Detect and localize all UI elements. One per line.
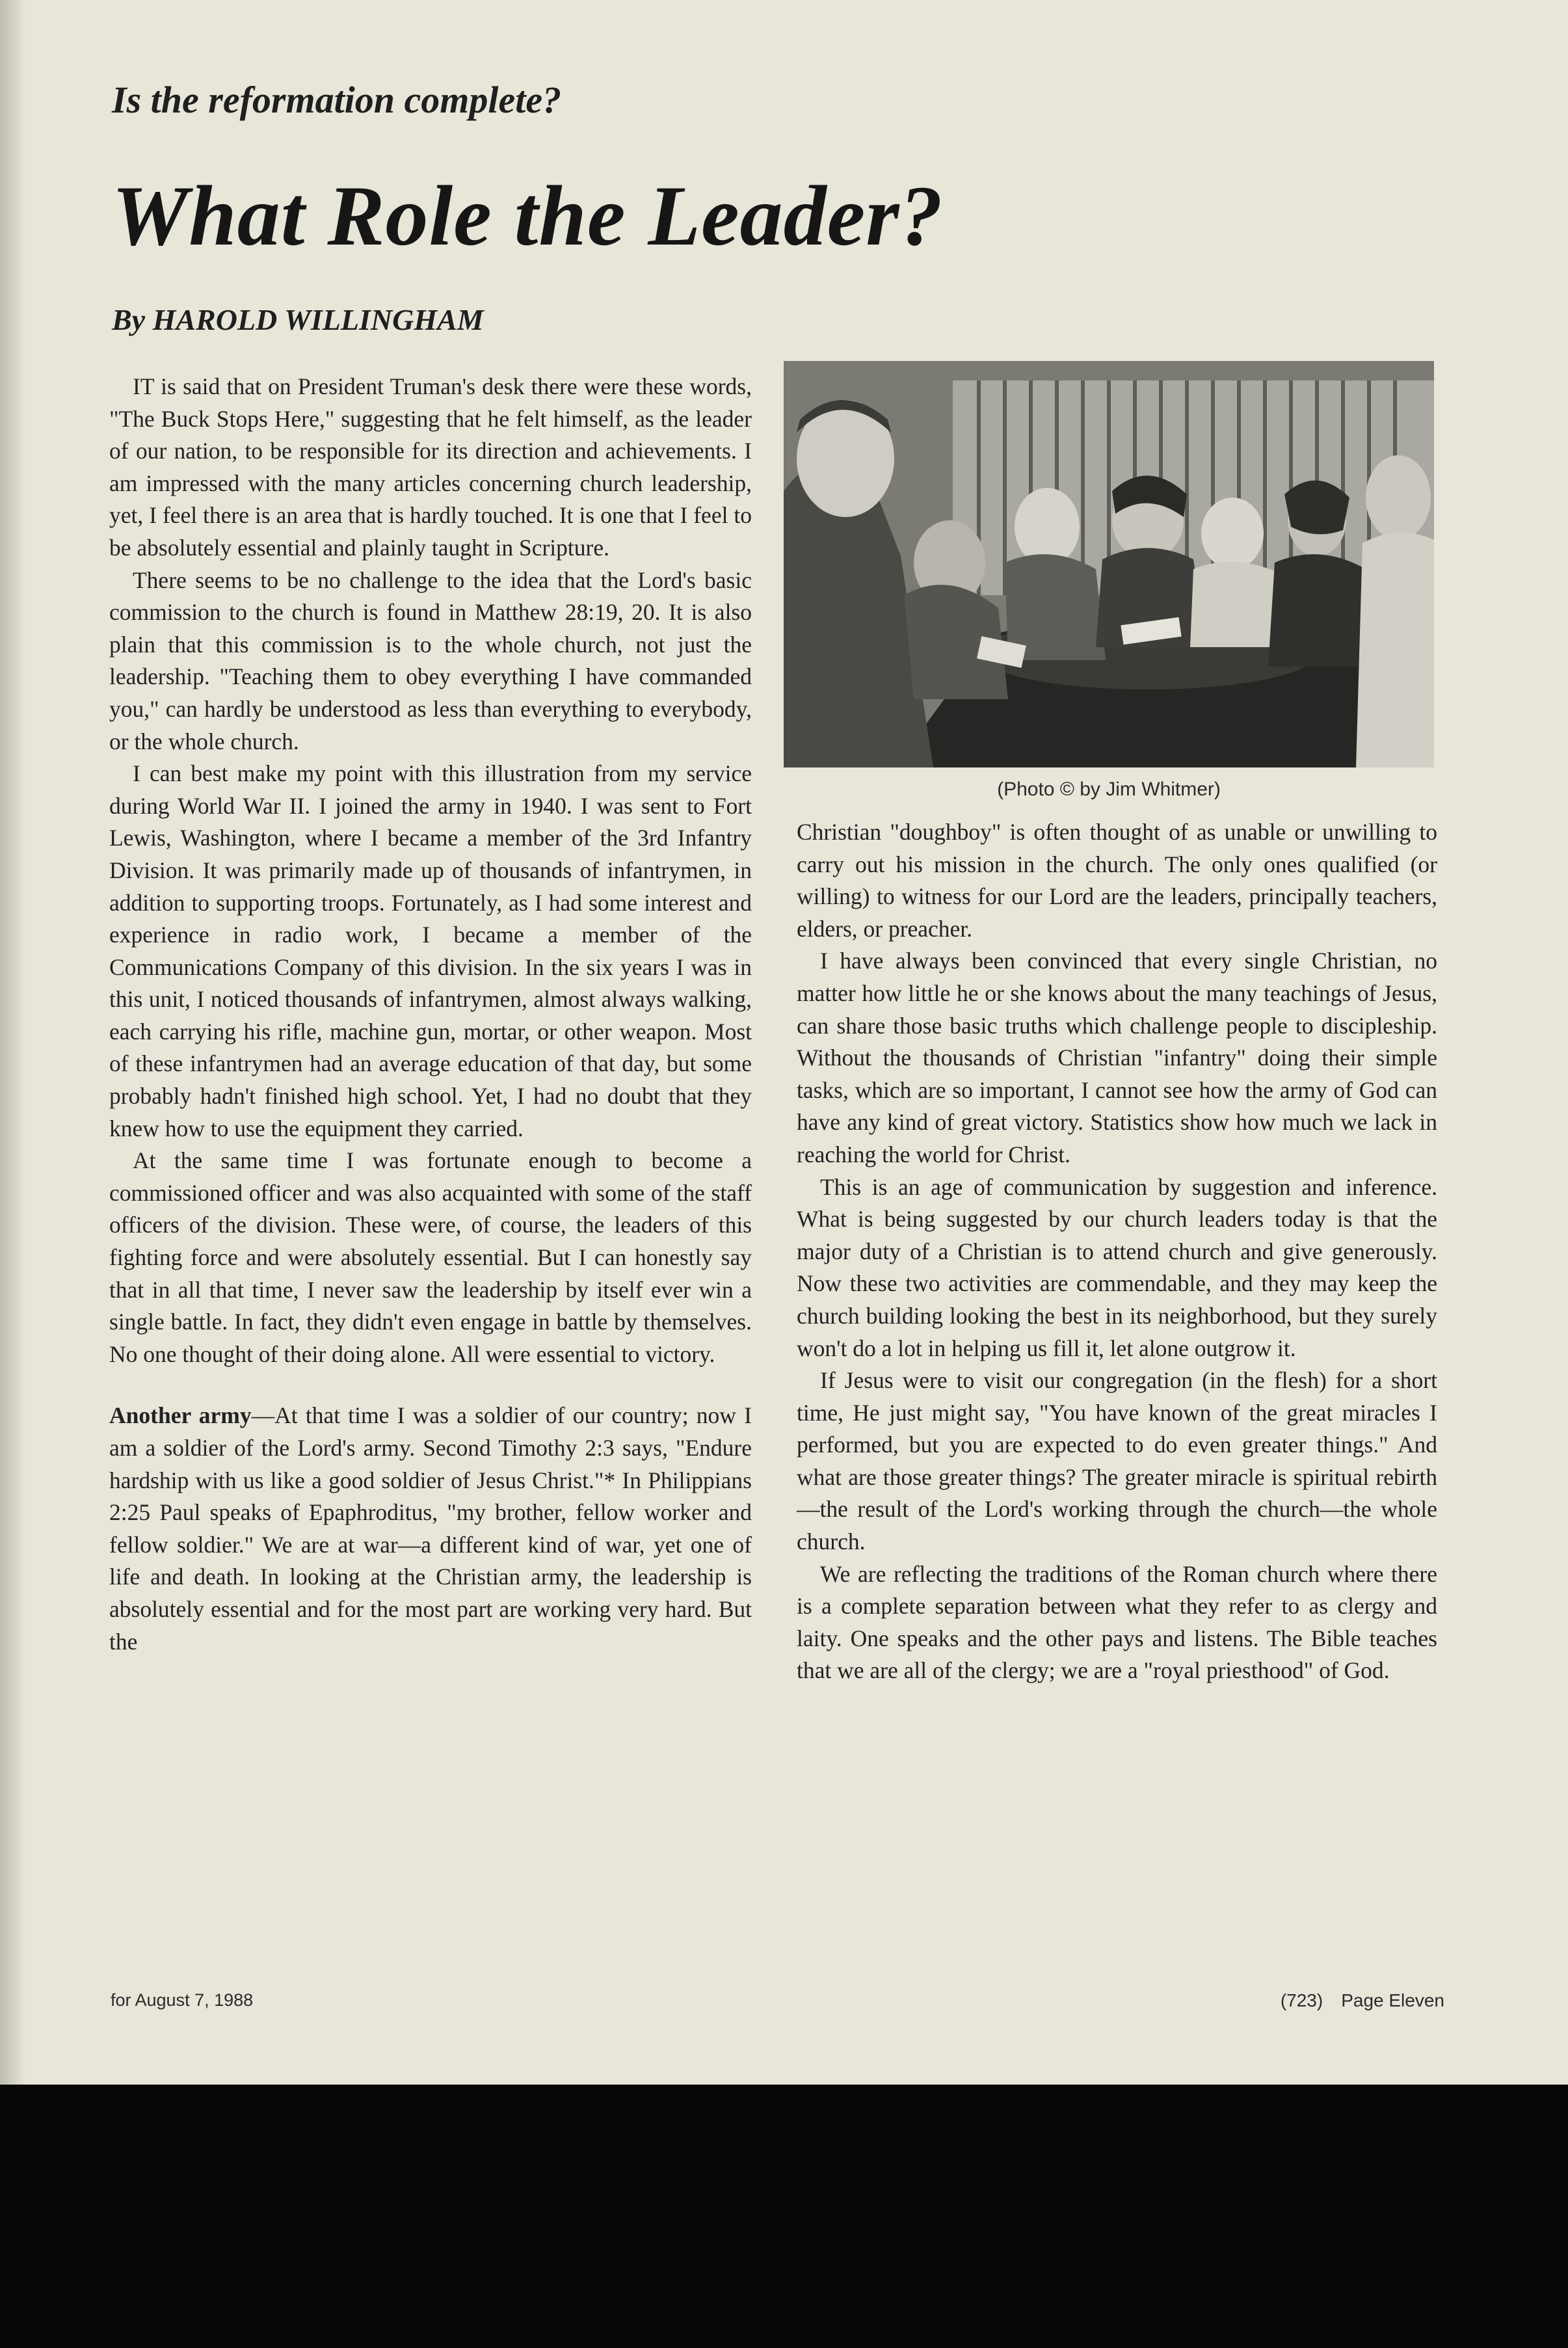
left-column xyxy=(109,371,752,1658)
paragraph: There seems to be no challenge to the idea that the Lord's basic commission to the church is found in Matthew 28:19, 20. It is also plain that this commission is to the whole church, not just the leadership. "Teaching them to obey everything I have commanded you," can hardly be understood as less than everything to everybody, or the whole church. xyxy=(109,567,752,754)
article-title: What Role the Leader? xyxy=(112,168,944,263)
right-column xyxy=(797,816,1437,1687)
paragraph: I have always been convinced that every single Christian, no matter how little he or she knows about the many teachings of Jesus, can share those basic truths which challenge people to discipleship. Without the thousands of Christian "infantry" doing their simple tasks, which are so important, I cannot see how the army of God can have any kind of great victory. Statistics show how much we lack in reaching the world for Christ. xyxy=(797,948,1437,1167)
article-kicker: Is the reformation complete? xyxy=(112,79,562,121)
paragraph: I can best make my point with this illustration from my service during World War II. I joined the army in 1940. I was sent to Fort Lewis, Washington, where I became a member of the 3rd Infantry Division. It was primarily made up of thousands of infantrymen, in addition to supporting troops. Fortunately, as I had some interest and experience in radio work, I became a member of the Communications Company of this division. In the six years I was in this unit, I noticed thousands of infantrymen, almost always walking, each carrying his rifle, machine gun, mortar, or other weapon. Most of these infantrymen had an average education of that day, but some probably hadn't finished high school. Yet, I had no doubt that they knew how to use the equipment they carried. xyxy=(109,760,752,1141)
page-footer xyxy=(1281,1990,1444,2011)
section-spacer xyxy=(109,1370,752,1400)
article-byline: By HAROLD WILLINGHAM xyxy=(112,303,484,336)
meeting-photo xyxy=(784,361,1434,767)
page-label: Page Eleven xyxy=(1341,1990,1444,2010)
paragraph: This is an age of communication by suggestion and inference. What is being suggested by our church leaders today is that the major duty of a Christian is to attend church and give generously. Now these two activities are commendable, and they may keep the church building looking the best in its neighborhood, but they surely won't do a lot in helping us fill it, let alone outgrow it. xyxy=(797,1173,1437,1361)
paragraph: At the same time I was fortunate enough to become a commissioned officer and was also acquainted with some of the staff officers of the division. These were, of course, the leaders of this fighting force and were absolutely essential. But I can honestly say that in all that time, I never saw the leadership by itself ever win a single battle. In fact, they didn't even engage in battle by themselves. No one thought of their doing alone. All were essential to victory. xyxy=(109,1147,752,1367)
paragraph: If Jesus were to visit our congregation (in the flesh) for a short time, He just might say, "You have known of the great miracles I performed, but you are expected to do even greater things." And what are those greater things? The greater miracle is spiritual rebirth—the result of the Lord's working through the church—the whole church. xyxy=(797,1367,1437,1555)
section-text: —At that time I was a soldier of our country; now I am a soldier of the Lord's army. Second Timothy 2:3 says, "Endure hardship with us like a good soldier of Jesus Christ."* In Philippians 2:25 Paul speaks of Epaphroditus, "my brother, fellow worker and fellow soldier." We are at war—a different kind of war, yet one of life and death. In looking at the Christian army, the leadership is absolutely essential and for the most part are working very hard. But the xyxy=(109,1402,752,1655)
continued-paragraph: Christian "doughboy" is often thought of as unable or unwilling to carry out his mission in the church. The only ones qualified (or willing) to witness for our Lord are the leaders, principally teachers, elders, or preacher. xyxy=(797,819,1437,942)
scan-background xyxy=(0,2085,1568,2348)
photo-caption: (Photo © by Jim Whitmer) xyxy=(997,779,1221,800)
meeting-photo-illustration xyxy=(784,361,1434,767)
section-heading: Another army xyxy=(109,1402,252,1429)
paragraph: We are reflecting the traditions of the Roman church where there is a complete separation between what they refer to as clergy and laity. One speaks and the other pays and listens. The Bible teaches that we are all of the clergy; we are a "royal priesthood" of God. xyxy=(797,1560,1437,1684)
issue-date: for August 7, 1988 xyxy=(111,1990,254,2010)
section-paragraph xyxy=(109,1400,752,1658)
page-code: (723) xyxy=(1280,1990,1323,2010)
paragraph: IT is said that on President Truman's desk there were these words, "The Buck Stops Here," suggesting that he felt himself, as the leader of our nation, to be responsible for its direction and achievements. I am impressed with the many articles concerning church leadership, yet, I feel there is an area that is hardly touched. It is one that I feel to be absolutely essential and plainly taught in Scripture. xyxy=(109,373,752,561)
